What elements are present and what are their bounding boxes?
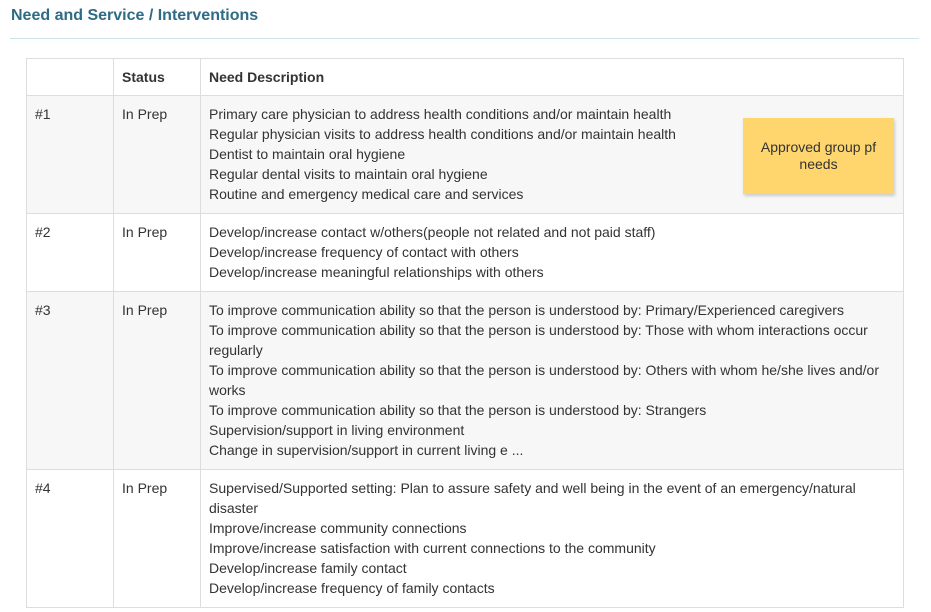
row-status: In Prep <box>114 214 201 292</box>
need-item: Supervision/support in living environment <box>209 422 465 438</box>
need-item: To improve communication ability so that the person is understood by: Strangers <box>209 402 707 418</box>
need-item: Improve/increase community connections <box>209 520 467 536</box>
need-item: Primary care physician to address health conditions and/or maintain health <box>209 106 672 122</box>
row-need-description <box>201 470 904 608</box>
table-header-row <box>27 59 904 96</box>
section-header <box>10 0 919 39</box>
need-item: Develop/increase frequency of contact with others <box>209 244 519 260</box>
need-item: Dentist to maintain oral hygiene <box>209 146 406 162</box>
row-number: #4 <box>27 470 114 608</box>
row-need-description <box>201 292 904 470</box>
row-status: In Prep <box>114 470 201 608</box>
row-status: In Prep <box>114 292 201 470</box>
table-row[interactable] <box>27 470 904 608</box>
table-row[interactable] <box>27 214 904 292</box>
table-row[interactable] <box>27 292 904 470</box>
need-item: Improve/increase satisfaction with current connections to the community <box>209 540 656 556</box>
need-item: To improve communication ability so that the person is understood by: Those with whom interactions occur regularly <box>209 322 868 358</box>
need-item: Develop/increase meaningful relationships with others <box>209 264 544 280</box>
need-item: To improve communication ability so that the person is understood by: Others with whom he/she lives and/or works <box>209 362 879 398</box>
need-item: Develop/increase contact w/others(people not related and not paid staff) <box>209 224 656 240</box>
description-column-header[interactable]: Need Description <box>201 59 904 96</box>
row-need-description <box>201 214 904 292</box>
row-number: #3 <box>27 292 114 470</box>
row-number: #2 <box>27 214 114 292</box>
need-item: Develop/increase family contact <box>209 560 407 576</box>
need-item: Supervised/Supported setting: Plan to assure safety and well being in the event of an emergency/natural disaster <box>209 480 856 516</box>
need-item: Regular physician visits to address health conditions and/or maintain health <box>209 126 676 142</box>
sticky-note[interactable] <box>743 118 894 194</box>
row-number: #1 <box>27 96 114 214</box>
need-item: Regular dental visits to maintain oral hygiene <box>209 166 488 182</box>
row-status: In Prep <box>114 96 201 214</box>
sticky-note-text: Approved group pf needs <box>760 139 877 172</box>
need-item: To improve communication ability so that the person is understood by: Primary/Experienced caregivers <box>209 302 844 318</box>
number-column-header <box>27 59 114 96</box>
need-item: Change in supervision/support in current living e ... <box>209 442 524 458</box>
section-title: Need and Service / Interventions <box>11 7 259 24</box>
status-column-header[interactable]: Status <box>114 59 201 96</box>
need-item: Develop/increase frequency of family contacts <box>209 580 495 596</box>
need-item: Routine and emergency medical care and services <box>209 186 524 202</box>
